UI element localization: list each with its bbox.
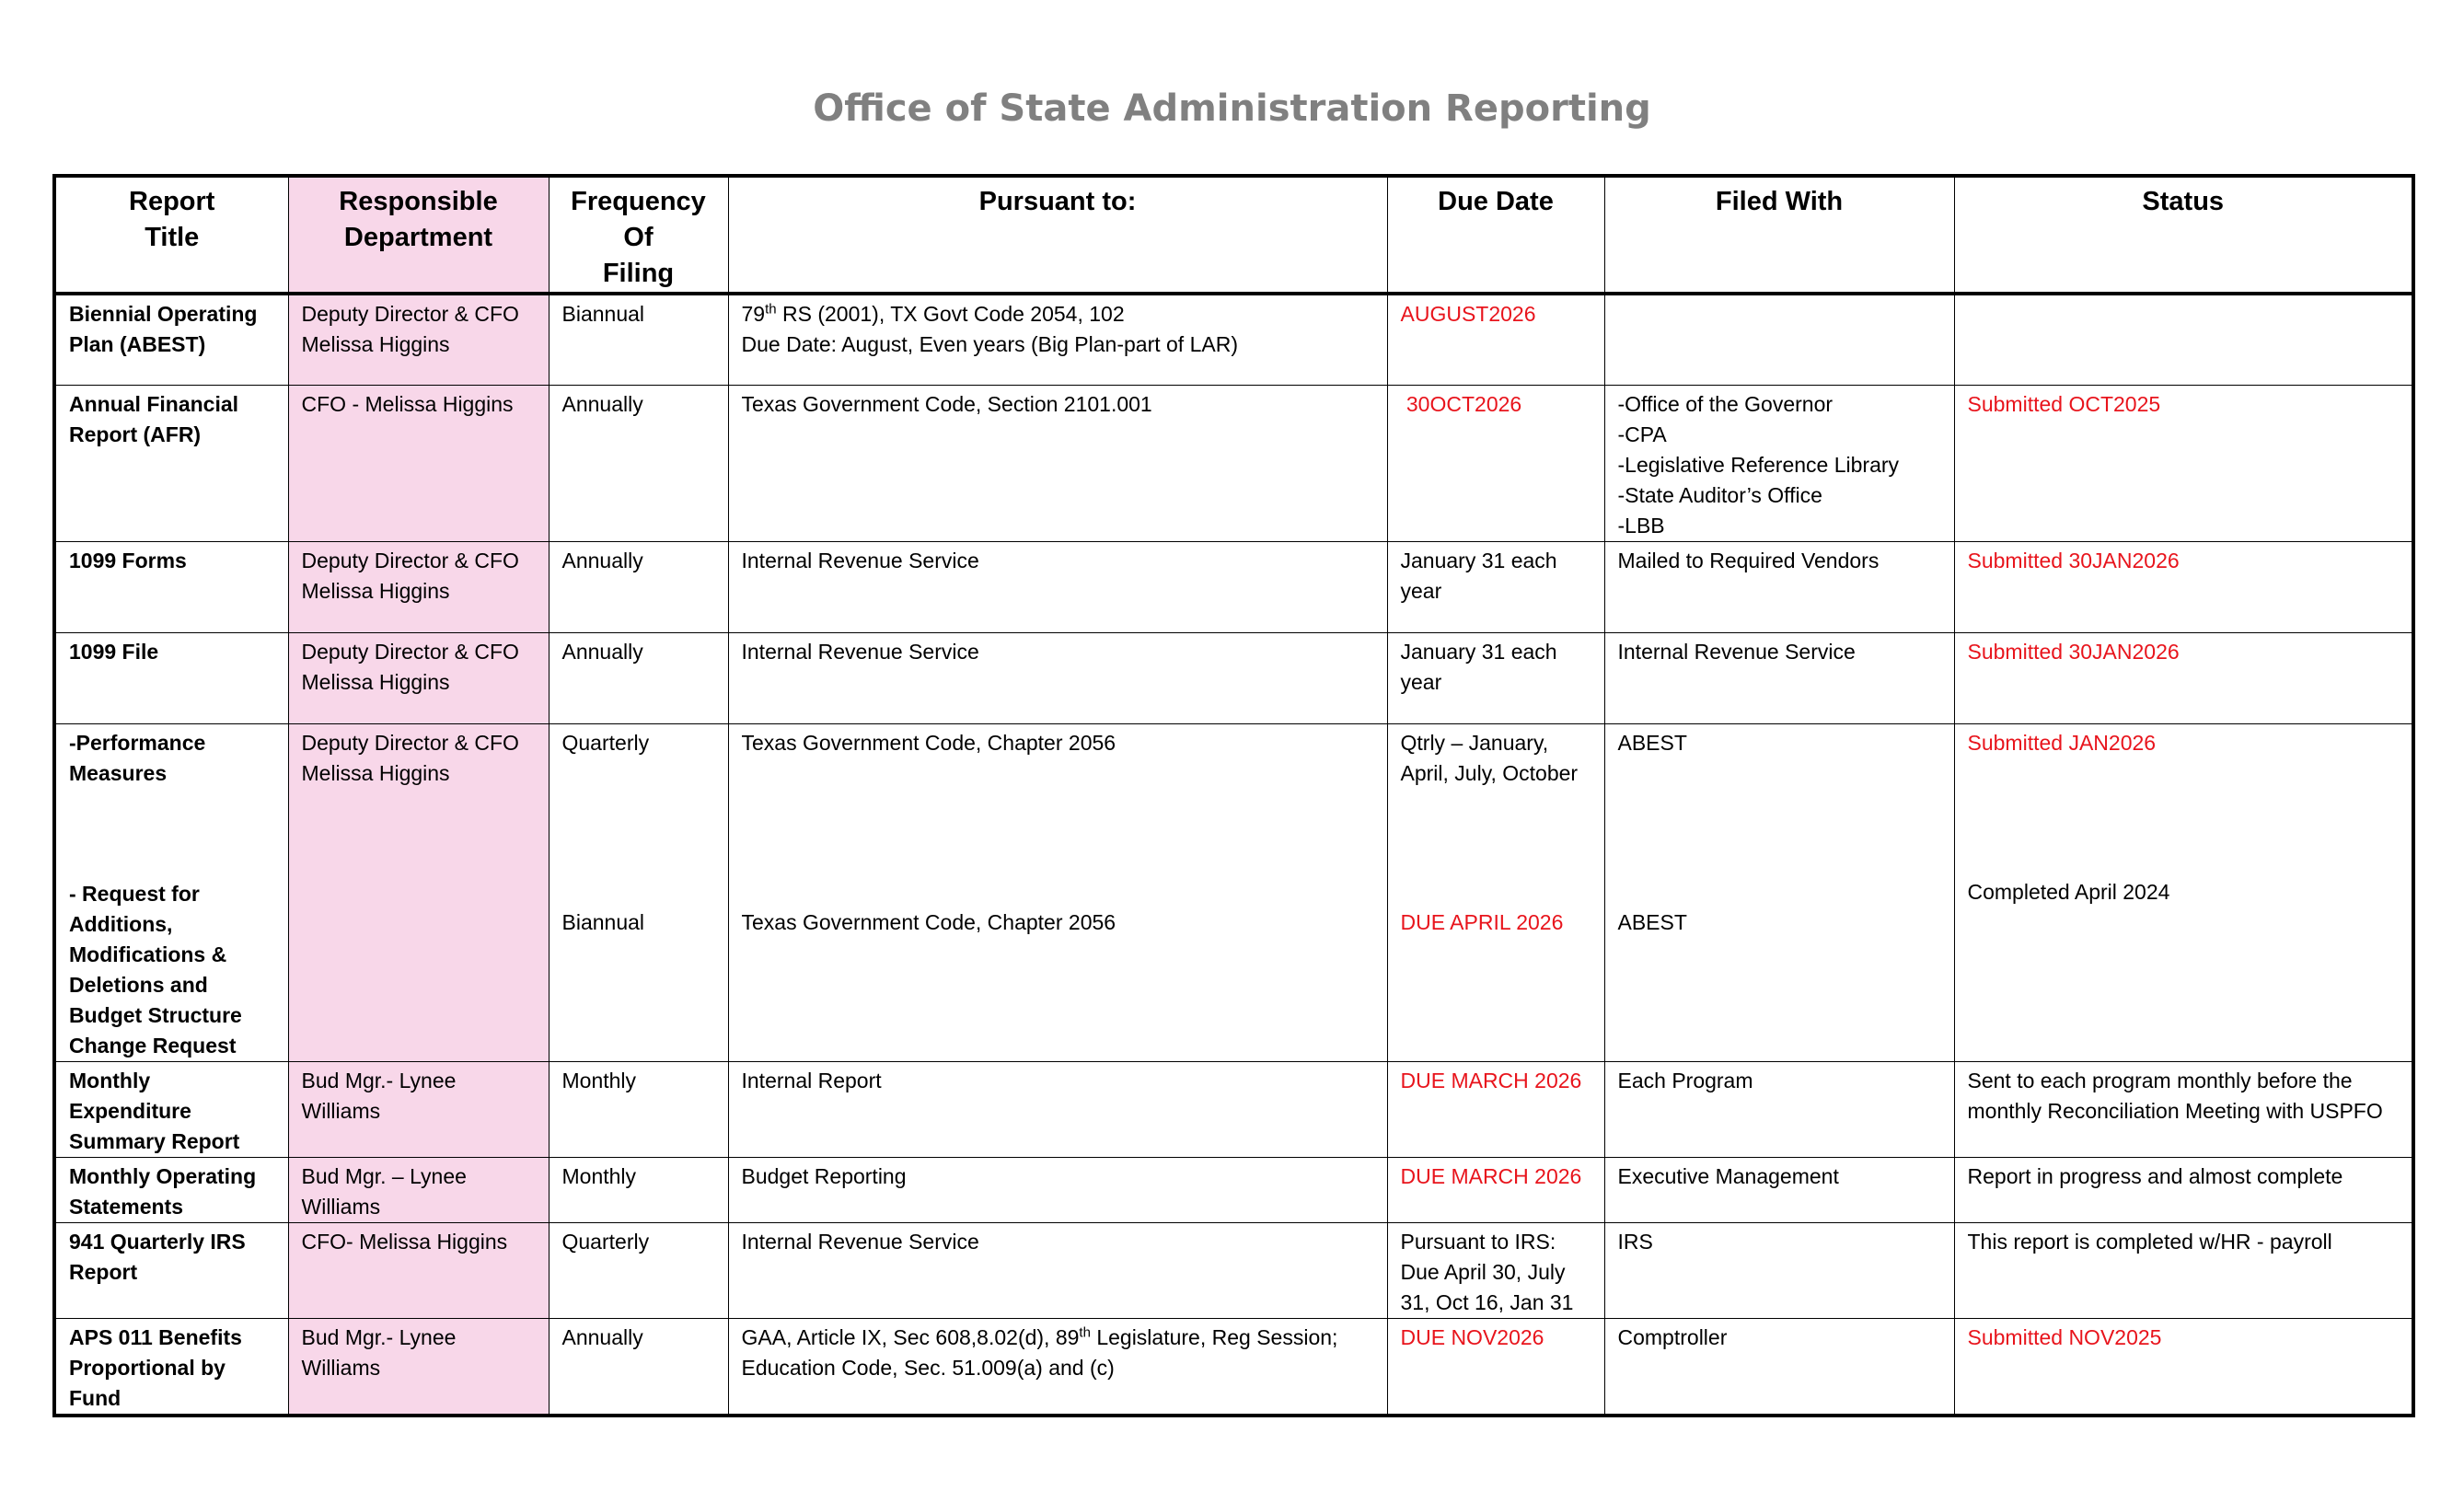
filed-with: Executive Management (1604, 1157, 1954, 1222)
responsible-department: CFO - Melissa Higgins (288, 385, 549, 541)
status: Submitted NOV2025 (1954, 1318, 2413, 1416)
table-row (54, 541, 2413, 632)
pursuant-text: Legislature, Reg Session; Education Code, Sec. 51.009(a) and (c) (741, 1324, 1338, 1380)
report-title: 1099 File (54, 632, 288, 723)
frequency: Monthly (549, 1157, 728, 1222)
due-date-a: Qtrly – January, April, July, October (1400, 730, 1579, 785)
table-row (54, 1061, 2413, 1157)
report-title: Monthly Operating Statements (54, 1157, 288, 1222)
filed-with-a: ABEST (1617, 730, 1687, 755)
filed-with: Internal Revenue Service (1604, 632, 1954, 723)
pursuant-superscript: th (1079, 1323, 1091, 1340)
frequency: Biannual (549, 294, 728, 385)
status-b: Completed April 2024 (1967, 879, 2170, 904)
status: Submitted OCT2025 (1954, 385, 2413, 541)
table-row (54, 1222, 2413, 1318)
report-title: Biennial Operating Plan (ABEST) (54, 294, 288, 385)
filed-with: Each Program (1604, 1061, 1954, 1157)
report-title (54, 723, 288, 1061)
pursuant-b: Texas Government Code, Chapter 2056 (741, 909, 1116, 934)
status: This report is completed w/HR - payroll (1954, 1222, 2413, 1318)
table-row (54, 723, 2413, 1061)
frequency: Annually (549, 1318, 728, 1416)
filed-with-b: ABEST (1617, 909, 1687, 934)
table-row (54, 1318, 2413, 1416)
filed-with (1604, 294, 1954, 385)
col-header-pursuant: Pursuant to: (728, 176, 1387, 294)
status: Report in progress and almost complete (1954, 1157, 2413, 1222)
table-row (54, 294, 2413, 385)
status: Submitted 30JAN2026 (1954, 632, 2413, 723)
col-header-status: Status (1954, 176, 2413, 294)
pursuant-text: GAA, Article IX, Sec 608,8.02(d), 89 (741, 1324, 1080, 1349)
pursuant-to: Internal Revenue Service (728, 1222, 1387, 1318)
responsible-department: Bud Mgr.- Lynee Williams (288, 1318, 549, 1416)
reporting-table (52, 174, 2415, 1417)
status (1954, 294, 2413, 385)
frequency-a: Quarterly (561, 730, 650, 755)
page-title: Office of State Administration Reporting (813, 87, 1651, 130)
filed-with: Comptroller (1604, 1318, 1954, 1416)
pursuant-a: Texas Government Code, Chapter 2056 (741, 730, 1116, 755)
report-title: 1099 Forms (54, 541, 288, 632)
table-row (54, 1157, 2413, 1222)
due-date: DUE MARCH 2026 (1387, 1061, 1604, 1157)
frequency (549, 723, 728, 1061)
due-date: 30OCT2026 (1387, 385, 1604, 541)
filed-with: -Office of the Governor -CPA -Legislative Reference Library -State Auditor’s Office -LBB (1604, 385, 1954, 541)
responsible-department: Deputy Director & CFO Melissa Higgins (288, 632, 549, 723)
due-date: DUE MARCH 2026 (1387, 1157, 1604, 1222)
due-date: DUE NOV2026 (1387, 1318, 1604, 1416)
status (1954, 723, 2413, 1061)
col-header-filed-with: Filed With (1604, 176, 1954, 294)
due-date: Pursuant to IRS: Due April 30, July 31, Oct 16, Jan 31 (1387, 1222, 1604, 1318)
frequency-b: Biannual (561, 909, 645, 934)
status-a: Submitted JAN2026 (1967, 730, 2157, 755)
report-title: Annual Financial Report (AFR) (54, 385, 288, 541)
report-title: 941 Quarterly IRS Report (54, 1222, 288, 1318)
frequency: Annually (549, 385, 728, 541)
pursuant-to (728, 1318, 1387, 1416)
report-title: APS 011 Benefits Proportional by Fund (54, 1318, 288, 1416)
responsible-department: Deputy Director & CFO Melissa Higgins (288, 723, 549, 1061)
due-date (1387, 723, 1604, 1061)
pursuant-to: Internal Revenue Service (728, 632, 1387, 723)
due-date-b: DUE APRIL 2026 (1400, 909, 1564, 934)
report-title: Monthly Expenditure Summary Report (54, 1061, 288, 1157)
responsible-department: Bud Mgr.- Lynee Williams (288, 1061, 549, 1157)
frequency: Quarterly (549, 1222, 728, 1318)
report-title-performance-measures: -Performance Measures (69, 730, 206, 785)
pursuant-text: RS (2001), TX Govt Code 2054, 102 (776, 302, 1125, 326)
responsible-department: Bud Mgr. – Lynee Williams (288, 1157, 549, 1222)
report-title-budget-structure-request: - Request for Additions, Modifications & Deletions and Budget Structure Change Request (69, 881, 242, 1058)
due-date: January 31 each year (1387, 632, 1604, 723)
pursuant-to (728, 294, 1387, 385)
col-header-responsible-department: Responsible Department (288, 176, 549, 294)
frequency: Annually (549, 632, 728, 723)
filed-with: Mailed to Required Vendors (1604, 541, 1954, 632)
pursuant-to (728, 723, 1387, 1061)
due-date: January 31 each year (1387, 541, 1604, 632)
pursuant-to: Budget Reporting (728, 1157, 1387, 1222)
due-date: AUGUST2026 (1387, 294, 1604, 385)
responsible-department: Deputy Director & CFO Melissa Higgins (288, 541, 549, 632)
frequency: Annually (549, 541, 728, 632)
status: Submitted 30JAN2026 (1954, 541, 2413, 632)
table-row (54, 385, 2413, 541)
col-header-frequency: Frequency Of Filing (549, 176, 728, 294)
pursuant-text: 79 (741, 302, 766, 326)
frequency: Monthly (549, 1061, 728, 1157)
status: Sent to each program monthly before the monthly Reconciliation Meeting with USPFO (1954, 1061, 2413, 1157)
pursuant-to: Texas Government Code, Section 2101.001 (728, 385, 1387, 541)
pursuant-to: Internal Revenue Service (728, 541, 1387, 632)
responsible-department: Deputy Director & CFO Melissa Higgins (288, 294, 549, 385)
table-row (54, 632, 2413, 723)
filed-with: IRS (1604, 1222, 1954, 1318)
responsible-department: CFO- Melissa Higgins (288, 1222, 549, 1318)
pursuant-text: Due Date: August, Even years (Big Plan-part of LAR) (741, 332, 1238, 356)
col-header-report-title: Report Title (54, 176, 288, 294)
pursuant-to: Internal Report (728, 1061, 1387, 1157)
filed-with (1604, 723, 1954, 1061)
header-row (54, 176, 2413, 294)
pursuant-superscript: th (765, 301, 777, 318)
col-header-due-date: Due Date (1387, 176, 1604, 294)
